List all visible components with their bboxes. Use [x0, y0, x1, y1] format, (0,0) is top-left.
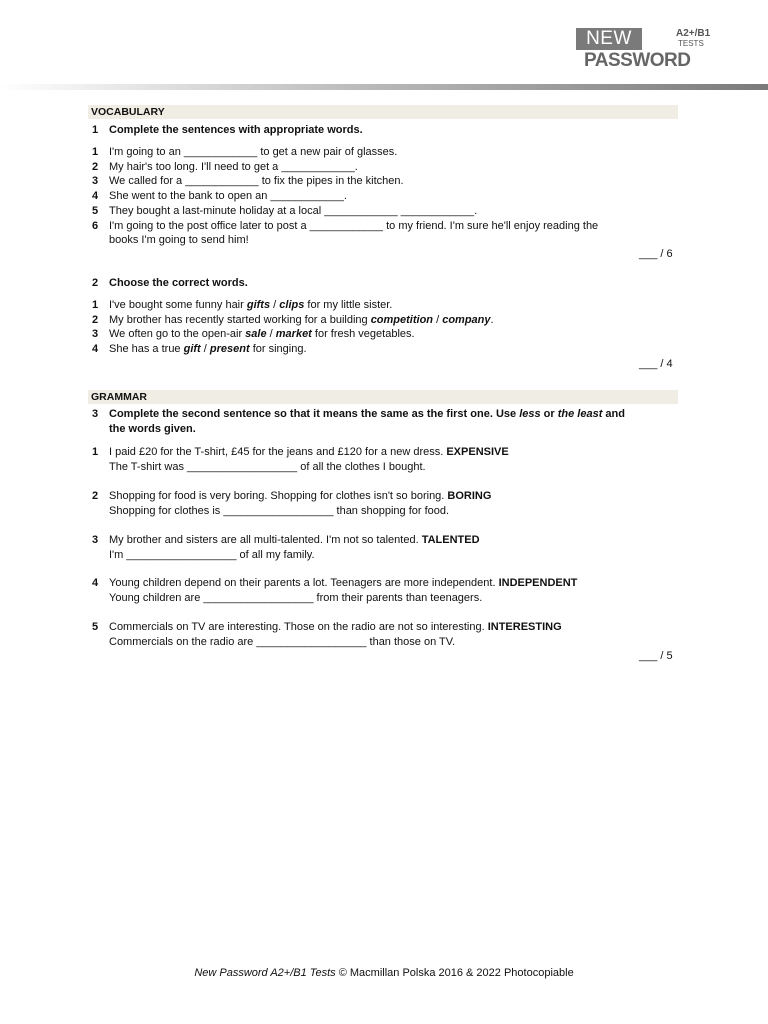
- item-text: I paid £20 for the T-shirt, £45 for the jeans and £120 for a new dress.: [109, 446, 447, 458]
- item-text: I'm going to an ____________ to get a new pair of glasses.: [109, 146, 398, 158]
- item-number: 4: [92, 190, 99, 203]
- item-text: They bought a last-minute holiday at a local ____________ ____________.: [109, 204, 478, 217]
- item-number: 4: [92, 577, 99, 589]
- item-text: We often go to the open-air: [109, 328, 246, 341]
- item-number: 2: [92, 160, 99, 173]
- vocabulary-heading: VOCABULARY: [88, 105, 678, 119]
- item-text: My brother has recently started working for a building: [109, 313, 371, 326]
- item-answer-line: Commercials on the radio are __________________ than those on TV.: [109, 635, 456, 648]
- list-item: [92, 620, 652, 649]
- keyword-the-least: the least: [557, 408, 603, 420]
- question-number: 2: [92, 277, 99, 289]
- footer-copyright: © Macmillan Polska 2016 & 2022 Photocopiable: [335, 967, 574, 979]
- item-text: for fresh vegetables.: [311, 328, 415, 341]
- item-text: Shopping for food is very boring. Shopping for clothes isn't so boring.: [109, 490, 448, 502]
- list-item: [92, 313, 652, 328]
- list-item: [92, 160, 652, 175]
- item-text: She has a true: [109, 343, 184, 356]
- option-b[interactable]: market: [275, 328, 312, 341]
- key-word: INDEPENDENT: [498, 577, 578, 589]
- option-separator: /: [200, 343, 210, 356]
- question-text: and the words given.: [109, 408, 625, 435]
- item-text: I'm going to the post office later to post a ____________ to my friend. I'm sure he'll enjoy reading the books I'm going to send him!: [109, 219, 599, 247]
- list-item: [92, 445, 652, 474]
- question-text: Choose the correct words.: [109, 277, 248, 289]
- question-1-items: [92, 145, 652, 248]
- item-answer-line: Shopping for clothes is __________________ than shopping for food.: [109, 504, 450, 517]
- item-answer-line: I'm __________________ of all my family.: [109, 548, 315, 561]
- list-item: [92, 327, 652, 342]
- option-separator: /: [270, 299, 280, 311]
- item-answer-line: Young children are __________________ from their parents than teenagers.: [109, 591, 483, 604]
- list-item: [92, 174, 652, 189]
- list-item: [92, 204, 652, 219]
- logo-tests-label: TESTS: [678, 39, 704, 48]
- list-item: [92, 145, 652, 160]
- item-number: 6: [92, 219, 99, 232]
- option-b[interactable]: clips: [279, 299, 305, 311]
- item-text: She went to the bank to open an ____________.: [109, 190, 347, 203]
- option-a[interactable]: gift: [183, 343, 201, 356]
- grammar-heading: GRAMMAR: [88, 390, 678, 404]
- option-separator: /: [433, 313, 443, 326]
- option-b[interactable]: present: [209, 343, 250, 356]
- brand-logo: [576, 28, 716, 70]
- item-number: 5: [92, 204, 99, 217]
- item-number: 4: [92, 343, 99, 356]
- score-box-q3: ___ / 5: [639, 650, 673, 662]
- item-text: Commercials on TV are interesting. Those on the radio are not so interesting.: [109, 621, 488, 633]
- option-a[interactable]: gifts: [246, 299, 271, 311]
- list-item: [92, 219, 652, 248]
- keyword-less: less: [519, 408, 541, 420]
- item-number: 2: [92, 313, 99, 326]
- key-word: EXPENSIVE: [446, 446, 509, 458]
- item-text: Young children depend on their parents a lot. Teenagers are more independent.: [109, 577, 499, 589]
- item-number: 3: [92, 175, 99, 188]
- item-number: 2: [92, 490, 99, 502]
- list-item: [92, 342, 652, 357]
- item-text: for singing.: [249, 343, 307, 356]
- question-2-items: [92, 298, 652, 357]
- list-item: [92, 576, 652, 605]
- option-separator: /: [266, 328, 276, 341]
- item-text: I've bought some funny hair: [109, 299, 247, 311]
- list-item: [92, 189, 652, 204]
- option-b[interactable]: company: [442, 313, 491, 326]
- page-footer: [0, 966, 768, 980]
- key-word: BORING: [447, 490, 492, 502]
- item-number: 1: [92, 146, 99, 158]
- question-number: 3: [92, 408, 99, 420]
- list-item: [92, 298, 652, 313]
- list-item: [92, 533, 652, 562]
- question-text: or: [540, 408, 558, 420]
- logo-new-label: NEW: [576, 28, 642, 50]
- item-number: 3: [92, 328, 99, 341]
- item-text: We called for a ____________ to fix the pipes in the kitchen.: [109, 175, 404, 188]
- list-item: [92, 489, 652, 518]
- footer-title: New Password A2+/B1 Tests: [194, 967, 336, 979]
- option-a[interactable]: sale: [245, 328, 267, 341]
- score-box-q1: ___ / 6: [639, 248, 673, 260]
- score-box-q2: ___ / 4: [639, 358, 673, 370]
- item-number: 3: [92, 534, 99, 546]
- header-divider: [0, 84, 768, 90]
- logo-level-label: A2+/B1: [676, 28, 711, 39]
- item-text: for my little sister.: [304, 299, 393, 311]
- question-text: Complete the second sentence so that it means the same as the first one. Use: [109, 408, 520, 420]
- logo-password-label: PASSWORD: [584, 50, 691, 71]
- item-number: 1: [92, 446, 99, 458]
- item-number: 5: [92, 621, 99, 633]
- option-a[interactable]: competition: [370, 313, 434, 326]
- question-text: Complete the sentences with appropriate words.: [109, 124, 363, 136]
- item-answer-line: The T-shirt was __________________ of all the clothes I bought.: [109, 460, 426, 473]
- item-text: My hair's too long. I'll need to get a ____________.: [109, 160, 358, 173]
- key-word: TALENTED: [421, 534, 480, 546]
- question-number: 1: [92, 124, 99, 136]
- key-word: INTERESTING: [487, 621, 562, 633]
- item-number: 1: [92, 299, 99, 311]
- item-text: My brother and sisters are all multi-talented. I'm not so talented.: [109, 534, 422, 546]
- item-text: .: [490, 313, 494, 326]
